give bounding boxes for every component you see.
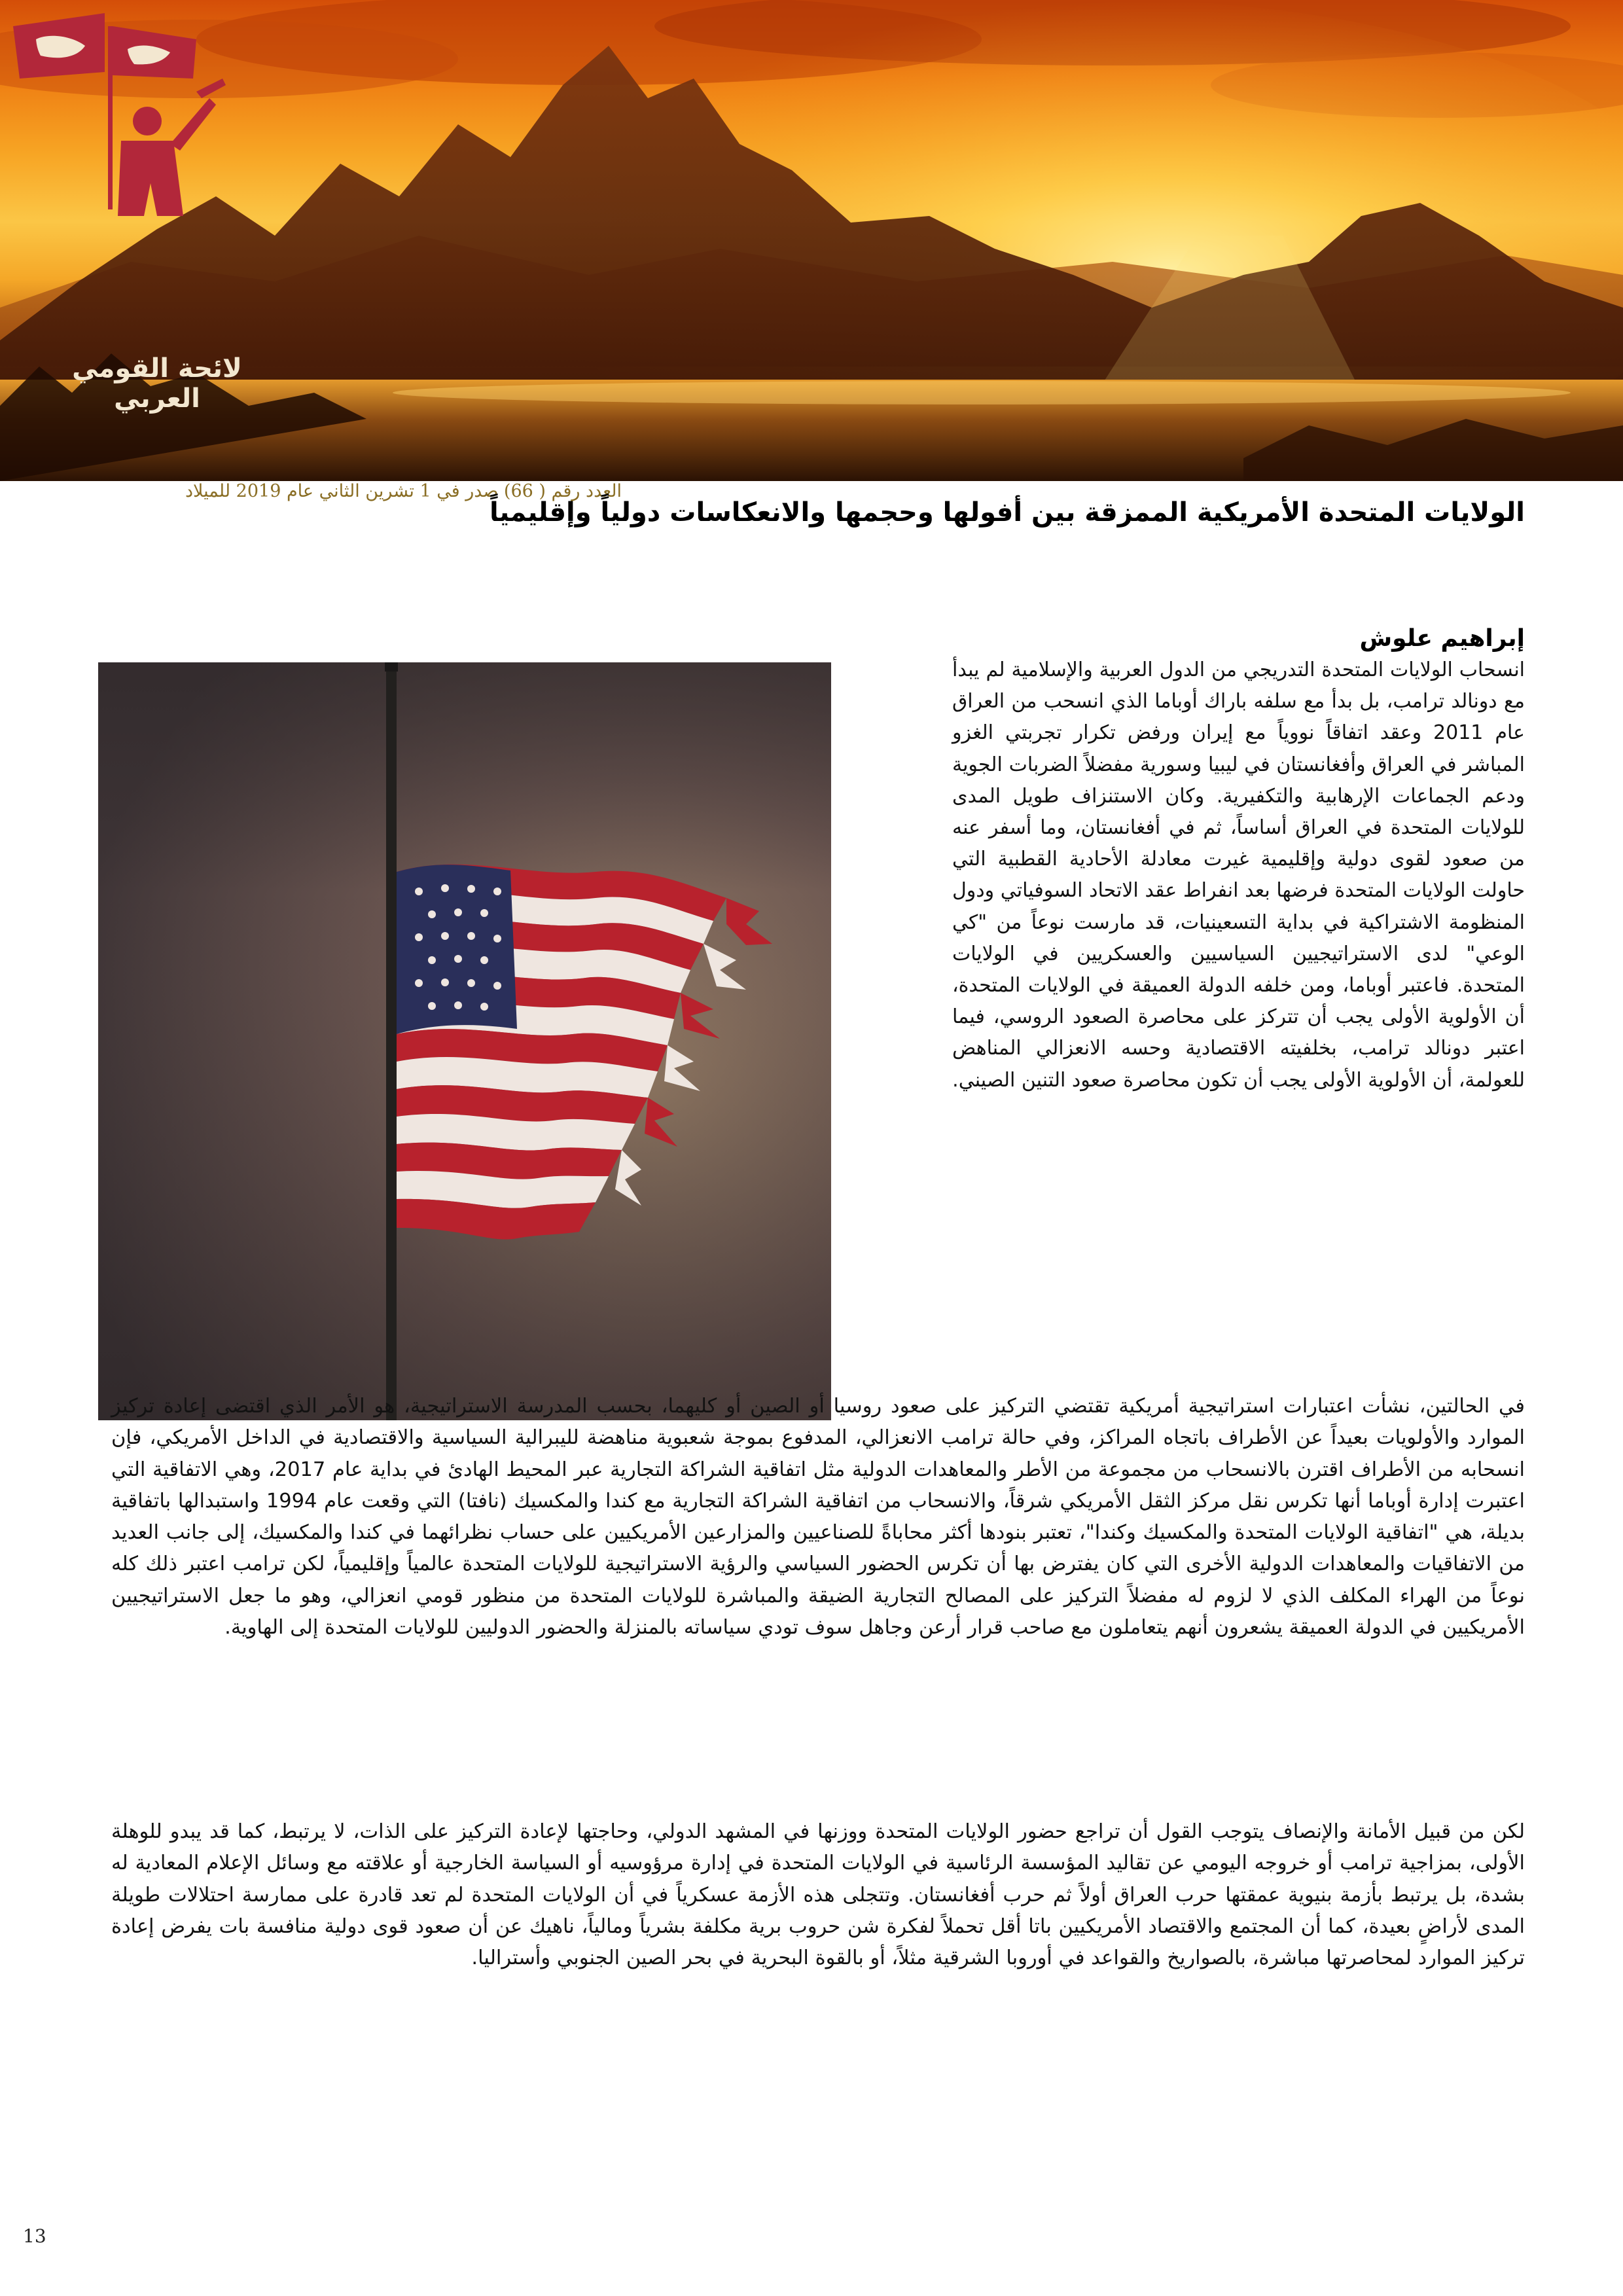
- torn-flag-photo: [98, 662, 831, 1420]
- paragraph-2: في الحالتين، نشأت اعتبارات استراتيجية أمريكية تقتضي التركيز على صعود روسيا أو الصين أو كليهما، بحسب المدرسة الاستراتيجية، هو الأمر الذي اقتضى إعادة تركيز الموارد والأولويات بعيداً عن الأطراف باتجاه المراكز، وفي حالة ترامب الانعزالي، المدفوع بموجة شعبوية مناهضة لليبرالية السياسية والاقتصادية في الداخل الأمريكي، فإن انسحابه من الأطراف اقترن بالانسحاب من مجموعة من الأطر والمعاهدات الدولية مثل اتفاقية الشراكة التجارية عبر المحيط الهادئ في بداية عام 2017، وهي الاتفاقية التي اعتبرت إدارة أوباما أنها تكرس نقل مركز الثقل الأمريكي شرقاً، والانسحاب من اتفاقية الشراكة التجارية مع كندا والمكسيك (نافتا) التي وقعت عام 1994 واستبدالها باتفاقية بديلة، هي "اتفاقية الولايات المتحدة والمكسيك وكندا"، تعتبر بنودها أكثر محاباةً للصناعيين والمزارعين الأمريكيين على حساب نظرائهما في كندا والمكسيك، إلى جانب العديد من الاتفاقيات والمعاهدات الدولية الأخرى التي كان يفترض بها أن تكرس الحضور السياسي والرؤية الاستراتيجية للولايات المتحدة عالمياً وإقليمياً، لكن ترامب اعتبر ذلك كله نوعاً من الهراء المكلف الذي لا لزوم له مفضلاً التركيز على المصالح التجارية الضيقة والمباشرة للولايات المتحدة من منظور قومي انعزالي، وهو ما جعل الاستراتيجيين الأمريكيين في الدولة العميقة يشعرون أنهم يتعاملون مع صاحب قرار أرعن وجاهل سوف تودي سياساته بالمنزلة والحضور الدوليين للولايات المتحدة إلى الهاوية.: [111, 1395, 1525, 1640]
- page-number: 13: [23, 2225, 46, 2247]
- article-title: الولايات المتحدة الأمريكية الممزقة بين أفولها وحجمها والانعكاسات دولياً وإقليمياً: [490, 497, 1525, 528]
- logo-text: لائحة القومي العربي: [72, 353, 242, 414]
- article-author: إبراهيم علوش: [1359, 625, 1525, 652]
- header-banner: [0, 0, 1623, 481]
- issue-line: العدد رقم ( 66) صدر في 1 تشرين الثاني عام 2019 للميلاد: [185, 481, 622, 501]
- paragraph-1: انسحاب الولايات المتحدة التدريجي من الدول العربية والإسلامية لم يبدأ مع دونالد ترامب، بل بدأ مع سلفه باراك أوباما الذي انسحب من العراق عام 2011 وعقد اتفاقاً نووياً مع إيران ورفض تكرار تجربتي الغزو المباشر في العراق وأفغانستان في ليبيا وسورية مفضلاً الضربات الجوية ودعم الجماعات الإرهابية والتكفيرية. وكان الاستنزاف طويل المدى للولايات المتحدة في العراق أساساً، ثم في أفغانستان، وما أسفر عنه من صعود لقوى دولية وإقليمية غيرت معادلة الأحادية القطبية التي حاولت الولايات المتحدة فرضها بعد انفراط عقد الاتحاد السوفياتي ودول المنظومة الاشتراكية في بداية التسعينيات، قد مارست نوعاً من "كي الوعي" لدى الاستراتيجيين السياسيين والعسكريين في الولايات المتحدة. فاعتبر أوباما، ومن خلفه الدولة العميقة في الولايات المتحدة، أن الأولوية الأولى يجب أن تتركز على محاصرة الصعود الروسي، فيما اعتبر دونالد ترامب، بخلفيته الاقتصادية وحسه الانعزالي المناهض للعولمة، أن الأولوية الأولى يجب أن تكون محاصرة صعود التنين الصيني.: [952, 658, 1525, 1092]
- logo-icon: [0, 0, 281, 249]
- paragraph-3: لكن من قبيل الأمانة والإنصاف يتوجب القول أن تراجع حضور الولايات المتحدة ووزنها في المشهد الدولي، وحاجتها لإعادة التركيز على الذات، لا يرتبط، كما قد يبدو للوهلة الأولى، بمزاجية ترامب أو خروجه اليومي عن تقاليد المؤسسة الرئاسية في الولايات المتحدة في إدارة مرؤوسيه أو السياسة الخارجية أو علاقته مع وسائل الإعلام المعادية له بشدة، بل يرتبط بأزمة بنيوية عمقتها حرب العراق أولاً ثم حرب أفغانستان. وتتجلى هذه الأزمة عسكرياً في أن الولايات المتحدة لم تعد قادرة على ممارسة احتلالات طويلة المدى لأراضٍ بعيدة، كما أن المجتمع والاقتصاد الأمريكيين باتا أقل تحملاً لفكرة شن حروب برية مكلفة بشرياً ومالياً، ناهيك عن أن صعود قوى دولية منافسة بات يفرض إعادة تركيز الموارد لمحاصرتها مباشرة، بالصواريخ والقواعد في أوروبا الشرقية مثلاً، أو بالقوة البحرية في بحر الصين الجنوبي وأستراليا.: [111, 1820, 1525, 1970]
